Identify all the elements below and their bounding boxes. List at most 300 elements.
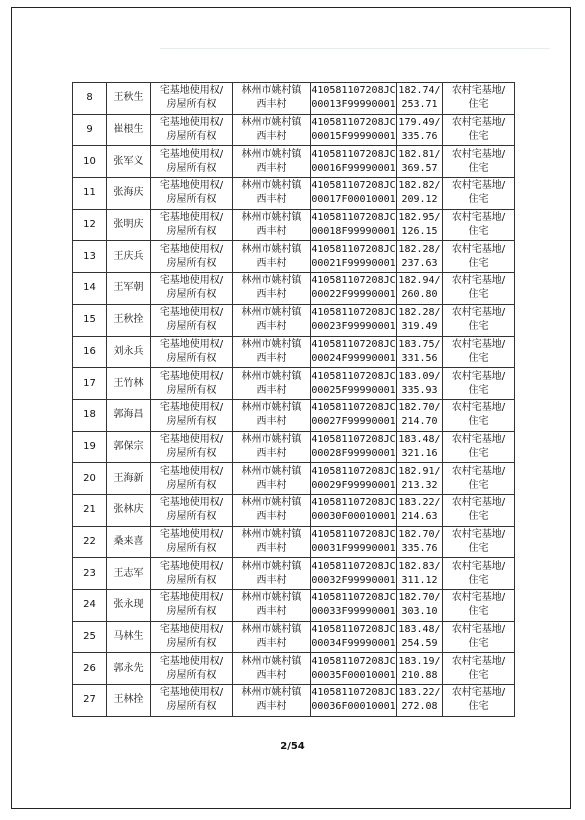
right-type-line: 宅基地使用权/ bbox=[159, 433, 224, 445]
row-number-cell: 25 bbox=[73, 621, 107, 653]
table-row bbox=[73, 621, 515, 653]
area-cell bbox=[397, 336, 443, 368]
row-number-cell: 15 bbox=[73, 304, 107, 336]
right-type-line: 房屋所有权 bbox=[166, 131, 217, 143]
land-use-line: 住宅 bbox=[468, 194, 489, 206]
table-row bbox=[73, 273, 515, 305]
land-use-line: 农村宅基地/ bbox=[451, 85, 506, 97]
row-number-cell: 10 bbox=[73, 146, 107, 178]
parcel-code-line: 410581107208JC bbox=[311, 307, 396, 319]
parcel-code-line: 00027F99990001 bbox=[311, 416, 396, 428]
right-type-cell bbox=[151, 304, 233, 336]
land-use-cell bbox=[443, 304, 515, 336]
land-use-cell bbox=[443, 494, 515, 526]
parcel-code-line: 00024F99990001 bbox=[311, 352, 396, 364]
location-line: 西丰村 bbox=[256, 669, 287, 681]
owner-name-cell: 张明庆 bbox=[107, 209, 151, 241]
land-use-line: 住宅 bbox=[468, 511, 489, 523]
right-type-line: 房屋所有权 bbox=[166, 701, 217, 713]
right-type-line: 宅基地使用权/ bbox=[159, 370, 224, 382]
location-cell bbox=[233, 653, 311, 685]
area-line: 213.32 bbox=[401, 479, 438, 491]
area-line: 303.10 bbox=[401, 606, 438, 618]
land-use-line: 住宅 bbox=[468, 162, 489, 174]
right-type-line: 房屋所有权 bbox=[166, 289, 217, 301]
location-line: 林州市姚村镇 bbox=[241, 148, 302, 160]
area-line: 319.49 bbox=[401, 321, 438, 333]
land-use-line: 住宅 bbox=[468, 574, 489, 586]
area-line: 335.93 bbox=[401, 384, 438, 396]
parcel-code-cell bbox=[311, 241, 397, 273]
owner-name-cell: 崔根生 bbox=[107, 114, 151, 146]
right-type-line: 宅基地使用权/ bbox=[159, 85, 224, 97]
table-row bbox=[73, 209, 515, 241]
area-cell bbox=[397, 590, 443, 622]
location-cell bbox=[233, 621, 311, 653]
parcel-code-cell bbox=[311, 146, 397, 178]
area-cell bbox=[397, 178, 443, 210]
area-line: 183.75/ bbox=[398, 338, 441, 350]
area-line: 183.22/ bbox=[398, 687, 441, 699]
land-use-line: 住宅 bbox=[468, 289, 489, 301]
parcel-code-line: 00015F99990001 bbox=[311, 131, 396, 143]
right-type-cell bbox=[151, 590, 233, 622]
table-row bbox=[73, 653, 515, 685]
land-use-cell bbox=[443, 178, 515, 210]
land-use-line: 农村宅基地/ bbox=[451, 148, 506, 160]
location-line: 西丰村 bbox=[256, 606, 287, 618]
right-type-cell bbox=[151, 241, 233, 273]
location-line: 西丰村 bbox=[256, 479, 287, 491]
parcel-code-line: 00031F99990001 bbox=[311, 542, 396, 554]
land-use-line: 住宅 bbox=[468, 701, 489, 713]
area-cell bbox=[397, 114, 443, 146]
right-type-cell bbox=[151, 209, 233, 241]
right-type-cell bbox=[151, 273, 233, 305]
land-use-cell bbox=[443, 526, 515, 558]
right-type-line: 房屋所有权 bbox=[166, 479, 217, 491]
parcel-code-line: 410581107208JC bbox=[311, 148, 396, 160]
table-row bbox=[73, 494, 515, 526]
right-type-cell bbox=[151, 463, 233, 495]
right-type-line: 房屋所有权 bbox=[166, 574, 217, 586]
land-use-line: 农村宅基地/ bbox=[451, 687, 506, 699]
parcel-code-cell bbox=[311, 653, 397, 685]
right-type-line: 房屋所有权 bbox=[166, 447, 217, 459]
parcel-code-line: 00032F99990001 bbox=[311, 574, 396, 586]
table-row bbox=[73, 558, 515, 590]
location-line: 西丰村 bbox=[256, 352, 287, 364]
right-type-line: 宅基地使用权/ bbox=[159, 528, 224, 540]
right-type-line: 宅基地使用权/ bbox=[159, 275, 224, 287]
land-use-cell bbox=[443, 621, 515, 653]
location-cell bbox=[233, 558, 311, 590]
area-line: 183.09/ bbox=[398, 370, 441, 382]
location-line: 西丰村 bbox=[256, 416, 287, 428]
right-type-line: 宅基地使用权/ bbox=[159, 402, 224, 414]
right-type-cell bbox=[151, 431, 233, 463]
land-use-line: 住宅 bbox=[468, 257, 489, 269]
row-number-cell: 11 bbox=[73, 178, 107, 210]
land-use-line: 住宅 bbox=[468, 226, 489, 238]
owner-name-cell: 郭永先 bbox=[107, 653, 151, 685]
owner-name-cell: 张林庆 bbox=[107, 494, 151, 526]
row-number-cell: 22 bbox=[73, 526, 107, 558]
land-use-line: 农村宅基地/ bbox=[451, 655, 506, 667]
area-line: 183.48/ bbox=[398, 433, 441, 445]
land-use-line: 住宅 bbox=[468, 638, 489, 650]
parcel-code-cell bbox=[311, 526, 397, 558]
area-cell bbox=[397, 273, 443, 305]
right-type-line: 宅基地使用权/ bbox=[159, 117, 224, 129]
area-line: 182.94/ bbox=[398, 275, 441, 287]
location-line: 林州市姚村镇 bbox=[241, 338, 302, 350]
area-line: 214.63 bbox=[401, 511, 438, 523]
parcel-code-cell bbox=[311, 494, 397, 526]
land-use-line: 住宅 bbox=[468, 447, 489, 459]
area-line: 260.80 bbox=[401, 289, 438, 301]
row-number-cell: 26 bbox=[73, 653, 107, 685]
parcel-code-line: 00025F99990001 bbox=[311, 384, 396, 396]
registry-table-body bbox=[73, 83, 515, 717]
location-line: 林州市姚村镇 bbox=[241, 560, 302, 572]
land-use-line: 农村宅基地/ bbox=[451, 307, 506, 319]
location-cell bbox=[233, 431, 311, 463]
parcel-code-line: 00030F00010001 bbox=[311, 511, 396, 523]
right-type-line: 房屋所有权 bbox=[166, 257, 217, 269]
land-use-cell bbox=[443, 463, 515, 495]
location-cell bbox=[233, 590, 311, 622]
location-cell bbox=[233, 685, 311, 717]
location-line: 西丰村 bbox=[256, 99, 287, 111]
parcel-code-line: 00017F00010001 bbox=[311, 194, 396, 206]
location-line: 西丰村 bbox=[256, 447, 287, 459]
area-line: 182.70/ bbox=[398, 592, 441, 604]
location-line: 林州市姚村镇 bbox=[241, 687, 302, 699]
parcel-code-line: 00022F99990001 bbox=[311, 289, 396, 301]
right-type-line: 宅基地使用权/ bbox=[159, 307, 224, 319]
row-number-cell: 14 bbox=[73, 273, 107, 305]
right-type-cell bbox=[151, 621, 233, 653]
parcel-code-line: 00023F99990001 bbox=[311, 321, 396, 333]
owner-name-cell: 王军朝 bbox=[107, 273, 151, 305]
area-line: 237.63 bbox=[401, 257, 438, 269]
location-line: 林州市姚村镇 bbox=[241, 497, 302, 509]
parcel-code-line: 410581107208JC bbox=[311, 528, 396, 540]
area-line: 253.71 bbox=[401, 99, 438, 111]
area-line: 214.70 bbox=[401, 416, 438, 428]
area-cell bbox=[397, 368, 443, 400]
area-cell bbox=[397, 431, 443, 463]
area-line: 209.12 bbox=[401, 194, 438, 206]
parcel-code-line: 00033F99990001 bbox=[311, 606, 396, 618]
parcel-code-line: 410581107208JC bbox=[311, 560, 396, 572]
area-cell bbox=[397, 526, 443, 558]
area-cell bbox=[397, 685, 443, 717]
right-type-line: 宅基地使用权/ bbox=[159, 655, 224, 667]
parcel-code-line: 410581107208JC bbox=[311, 402, 396, 414]
land-use-cell bbox=[443, 114, 515, 146]
area-line: 179.49/ bbox=[398, 117, 441, 129]
land-use-cell bbox=[443, 399, 515, 431]
land-use-line: 农村宅基地/ bbox=[451, 370, 506, 382]
area-line: 182.70/ bbox=[398, 528, 441, 540]
parcel-code-cell bbox=[311, 431, 397, 463]
location-line: 西丰村 bbox=[256, 638, 287, 650]
right-type-line: 房屋所有权 bbox=[166, 542, 217, 554]
right-type-line: 宅基地使用权/ bbox=[159, 180, 224, 192]
owner-name-cell: 王林拴 bbox=[107, 685, 151, 717]
right-type-cell bbox=[151, 526, 233, 558]
area-line: 369.57 bbox=[401, 162, 438, 174]
owner-name-cell: 王庆兵 bbox=[107, 241, 151, 273]
area-line: 321.16 bbox=[401, 447, 438, 459]
parcel-code-line: 410581107208JC bbox=[311, 338, 396, 350]
location-cell bbox=[233, 241, 311, 273]
right-type-line: 宅基地使用权/ bbox=[159, 687, 224, 699]
land-use-line: 住宅 bbox=[468, 669, 489, 681]
table-row bbox=[73, 685, 515, 717]
area-cell bbox=[397, 209, 443, 241]
table-row bbox=[73, 526, 515, 558]
location-line: 西丰村 bbox=[256, 542, 287, 554]
table-row bbox=[73, 399, 515, 431]
table-row bbox=[73, 336, 515, 368]
area-line: 182.81/ bbox=[398, 148, 441, 160]
row-number-cell: 19 bbox=[73, 431, 107, 463]
location-cell bbox=[233, 178, 311, 210]
parcel-code-line: 410581107208JC bbox=[311, 275, 396, 287]
land-use-cell bbox=[443, 241, 515, 273]
area-cell bbox=[397, 653, 443, 685]
location-line: 林州市姚村镇 bbox=[241, 180, 302, 192]
area-cell bbox=[397, 494, 443, 526]
land-use-line: 住宅 bbox=[468, 606, 489, 618]
table-row bbox=[73, 83, 515, 115]
parcel-code-cell bbox=[311, 209, 397, 241]
land-use-line: 住宅 bbox=[468, 542, 489, 554]
right-type-cell bbox=[151, 83, 233, 115]
location-line: 林州市姚村镇 bbox=[241, 243, 302, 255]
owner-name-cell: 郭海昌 bbox=[107, 399, 151, 431]
location-cell bbox=[233, 463, 311, 495]
parcel-code-cell bbox=[311, 368, 397, 400]
land-use-line: 农村宅基地/ bbox=[451, 433, 506, 445]
right-type-line: 房屋所有权 bbox=[166, 352, 217, 364]
parcel-code-line: 410581107208JC bbox=[311, 592, 396, 604]
area-cell bbox=[397, 558, 443, 590]
location-cell bbox=[233, 526, 311, 558]
owner-name-cell: 王竹林 bbox=[107, 368, 151, 400]
row-number-cell: 13 bbox=[73, 241, 107, 273]
location-line: 林州市姚村镇 bbox=[241, 433, 302, 445]
location-line: 西丰村 bbox=[256, 384, 287, 396]
right-type-line: 宅基地使用权/ bbox=[159, 592, 224, 604]
right-type-line: 房屋所有权 bbox=[166, 226, 217, 238]
land-use-cell bbox=[443, 653, 515, 685]
parcel-code-line: 00034F99990001 bbox=[311, 638, 396, 650]
row-number-cell: 17 bbox=[73, 368, 107, 400]
parcel-code-line: 410581107208JC bbox=[311, 370, 396, 382]
faint-header-rule bbox=[160, 48, 550, 49]
table-row bbox=[73, 431, 515, 463]
owner-name-cell: 张军义 bbox=[107, 146, 151, 178]
location-cell bbox=[233, 114, 311, 146]
land-use-cell bbox=[443, 209, 515, 241]
area-cell bbox=[397, 399, 443, 431]
land-use-line: 农村宅基地/ bbox=[451, 528, 506, 540]
area-line: 183.48/ bbox=[398, 624, 441, 636]
land-use-cell bbox=[443, 558, 515, 590]
owner-name-cell: 王秋生 bbox=[107, 83, 151, 115]
parcel-code-line: 00028F99990001 bbox=[311, 447, 396, 459]
parcel-code-line: 00029F99990001 bbox=[311, 479, 396, 491]
land-use-line: 农村宅基地/ bbox=[451, 592, 506, 604]
location-line: 西丰村 bbox=[256, 701, 287, 713]
row-number-cell: 8 bbox=[73, 83, 107, 115]
parcel-code-line: 410581107208JC bbox=[311, 85, 396, 97]
right-type-line: 房屋所有权 bbox=[166, 99, 217, 111]
location-line: 林州市姚村镇 bbox=[241, 85, 302, 97]
owner-name-cell: 王海新 bbox=[107, 463, 151, 495]
right-type-cell bbox=[151, 494, 233, 526]
land-use-cell bbox=[443, 83, 515, 115]
right-type-line: 宅基地使用权/ bbox=[159, 338, 224, 350]
parcel-code-cell bbox=[311, 273, 397, 305]
land-use-line: 农村宅基地/ bbox=[451, 212, 506, 224]
location-line: 西丰村 bbox=[256, 226, 287, 238]
area-line: 126.15 bbox=[401, 226, 438, 238]
land-use-line: 农村宅基地/ bbox=[451, 117, 506, 129]
right-type-line: 房屋所有权 bbox=[166, 638, 217, 650]
land-use-line: 住宅 bbox=[468, 384, 489, 396]
right-type-cell bbox=[151, 114, 233, 146]
right-type-cell bbox=[151, 368, 233, 400]
right-type-cell bbox=[151, 685, 233, 717]
location-cell bbox=[233, 273, 311, 305]
location-line: 林州市姚村镇 bbox=[241, 624, 302, 636]
row-number-cell: 12 bbox=[73, 209, 107, 241]
owner-name-cell: 张永现 bbox=[107, 590, 151, 622]
row-number-cell: 23 bbox=[73, 558, 107, 590]
location-line: 林州市姚村镇 bbox=[241, 212, 302, 224]
parcel-code-line: 410581107208JC bbox=[311, 497, 396, 509]
land-use-line: 住宅 bbox=[468, 321, 489, 333]
location-line: 西丰村 bbox=[256, 131, 287, 143]
area-line: 182.83/ bbox=[398, 560, 441, 572]
parcel-code-cell bbox=[311, 304, 397, 336]
area-cell bbox=[397, 146, 443, 178]
location-line: 林州市姚村镇 bbox=[241, 402, 302, 414]
table-row bbox=[73, 368, 515, 400]
area-line: 182.95/ bbox=[398, 212, 441, 224]
right-type-cell bbox=[151, 558, 233, 590]
table-row bbox=[73, 178, 515, 210]
right-type-cell bbox=[151, 178, 233, 210]
land-use-line: 住宅 bbox=[468, 131, 489, 143]
registry-table bbox=[72, 82, 515, 717]
land-use-line: 住宅 bbox=[468, 479, 489, 491]
owner-name-cell: 王秋拴 bbox=[107, 304, 151, 336]
area-line: 182.28/ bbox=[398, 243, 441, 255]
location-cell bbox=[233, 368, 311, 400]
area-cell bbox=[397, 304, 443, 336]
land-use-cell bbox=[443, 685, 515, 717]
table-row bbox=[73, 463, 515, 495]
parcel-code-line: 410581107208JC bbox=[311, 465, 396, 477]
owner-name-cell: 马林生 bbox=[107, 621, 151, 653]
right-type-line: 房屋所有权 bbox=[166, 384, 217, 396]
owner-name-cell: 郭保宗 bbox=[107, 431, 151, 463]
area-line: 183.22/ bbox=[398, 497, 441, 509]
area-line: 335.76 bbox=[401, 542, 438, 554]
location-line: 林州市姚村镇 bbox=[241, 528, 302, 540]
location-line: 林州市姚村镇 bbox=[241, 592, 302, 604]
parcel-code-cell bbox=[311, 621, 397, 653]
land-use-line: 农村宅基地/ bbox=[451, 275, 506, 287]
location-cell bbox=[233, 146, 311, 178]
land-use-line: 农村宅基地/ bbox=[451, 180, 506, 192]
right-type-line: 房屋所有权 bbox=[166, 416, 217, 428]
area-cell bbox=[397, 83, 443, 115]
land-use-line: 农村宅基地/ bbox=[451, 497, 506, 509]
owner-name-cell: 张海庆 bbox=[107, 178, 151, 210]
area-line: 272.08 bbox=[401, 701, 438, 713]
land-use-line: 农村宅基地/ bbox=[451, 465, 506, 477]
row-number-cell: 21 bbox=[73, 494, 107, 526]
parcel-code-line: 00013F99990001 bbox=[311, 99, 396, 111]
area-line: 210.88 bbox=[401, 669, 438, 681]
right-type-cell bbox=[151, 653, 233, 685]
land-use-cell bbox=[443, 146, 515, 178]
land-use-line: 住宅 bbox=[468, 352, 489, 364]
parcel-code-cell bbox=[311, 336, 397, 368]
location-cell bbox=[233, 83, 311, 115]
parcel-code-cell bbox=[311, 463, 397, 495]
owner-name-cell: 桑来喜 bbox=[107, 526, 151, 558]
location-line: 西丰村 bbox=[256, 289, 287, 301]
parcel-code-cell bbox=[311, 114, 397, 146]
land-use-cell bbox=[443, 431, 515, 463]
row-number-cell: 18 bbox=[73, 399, 107, 431]
table-row bbox=[73, 304, 515, 336]
right-type-line: 房屋所有权 bbox=[166, 321, 217, 333]
parcel-code-cell bbox=[311, 685, 397, 717]
parcel-code-cell bbox=[311, 558, 397, 590]
area-line: 182.82/ bbox=[398, 180, 441, 192]
location-line: 林州市姚村镇 bbox=[241, 117, 302, 129]
parcel-code-line: 00035F00010001 bbox=[311, 669, 396, 681]
page-number: 2/54 bbox=[280, 741, 305, 752]
area-line: 182.74/ bbox=[398, 85, 441, 97]
right-type-cell bbox=[151, 336, 233, 368]
parcel-code-line: 410581107208JC bbox=[311, 243, 396, 255]
right-type-line: 宅基地使用权/ bbox=[159, 212, 224, 224]
area-cell bbox=[397, 463, 443, 495]
location-line: 西丰村 bbox=[256, 511, 287, 523]
parcel-code-cell bbox=[311, 83, 397, 115]
land-use-line: 住宅 bbox=[468, 99, 489, 111]
land-use-line: 农村宅基地/ bbox=[451, 338, 506, 350]
table-row bbox=[73, 590, 515, 622]
land-use-cell bbox=[443, 273, 515, 305]
right-type-line: 宅基地使用权/ bbox=[159, 560, 224, 572]
location-cell bbox=[233, 209, 311, 241]
land-use-cell bbox=[443, 336, 515, 368]
location-cell bbox=[233, 399, 311, 431]
land-use-line: 住宅 bbox=[468, 416, 489, 428]
area-line: 182.91/ bbox=[398, 465, 441, 477]
